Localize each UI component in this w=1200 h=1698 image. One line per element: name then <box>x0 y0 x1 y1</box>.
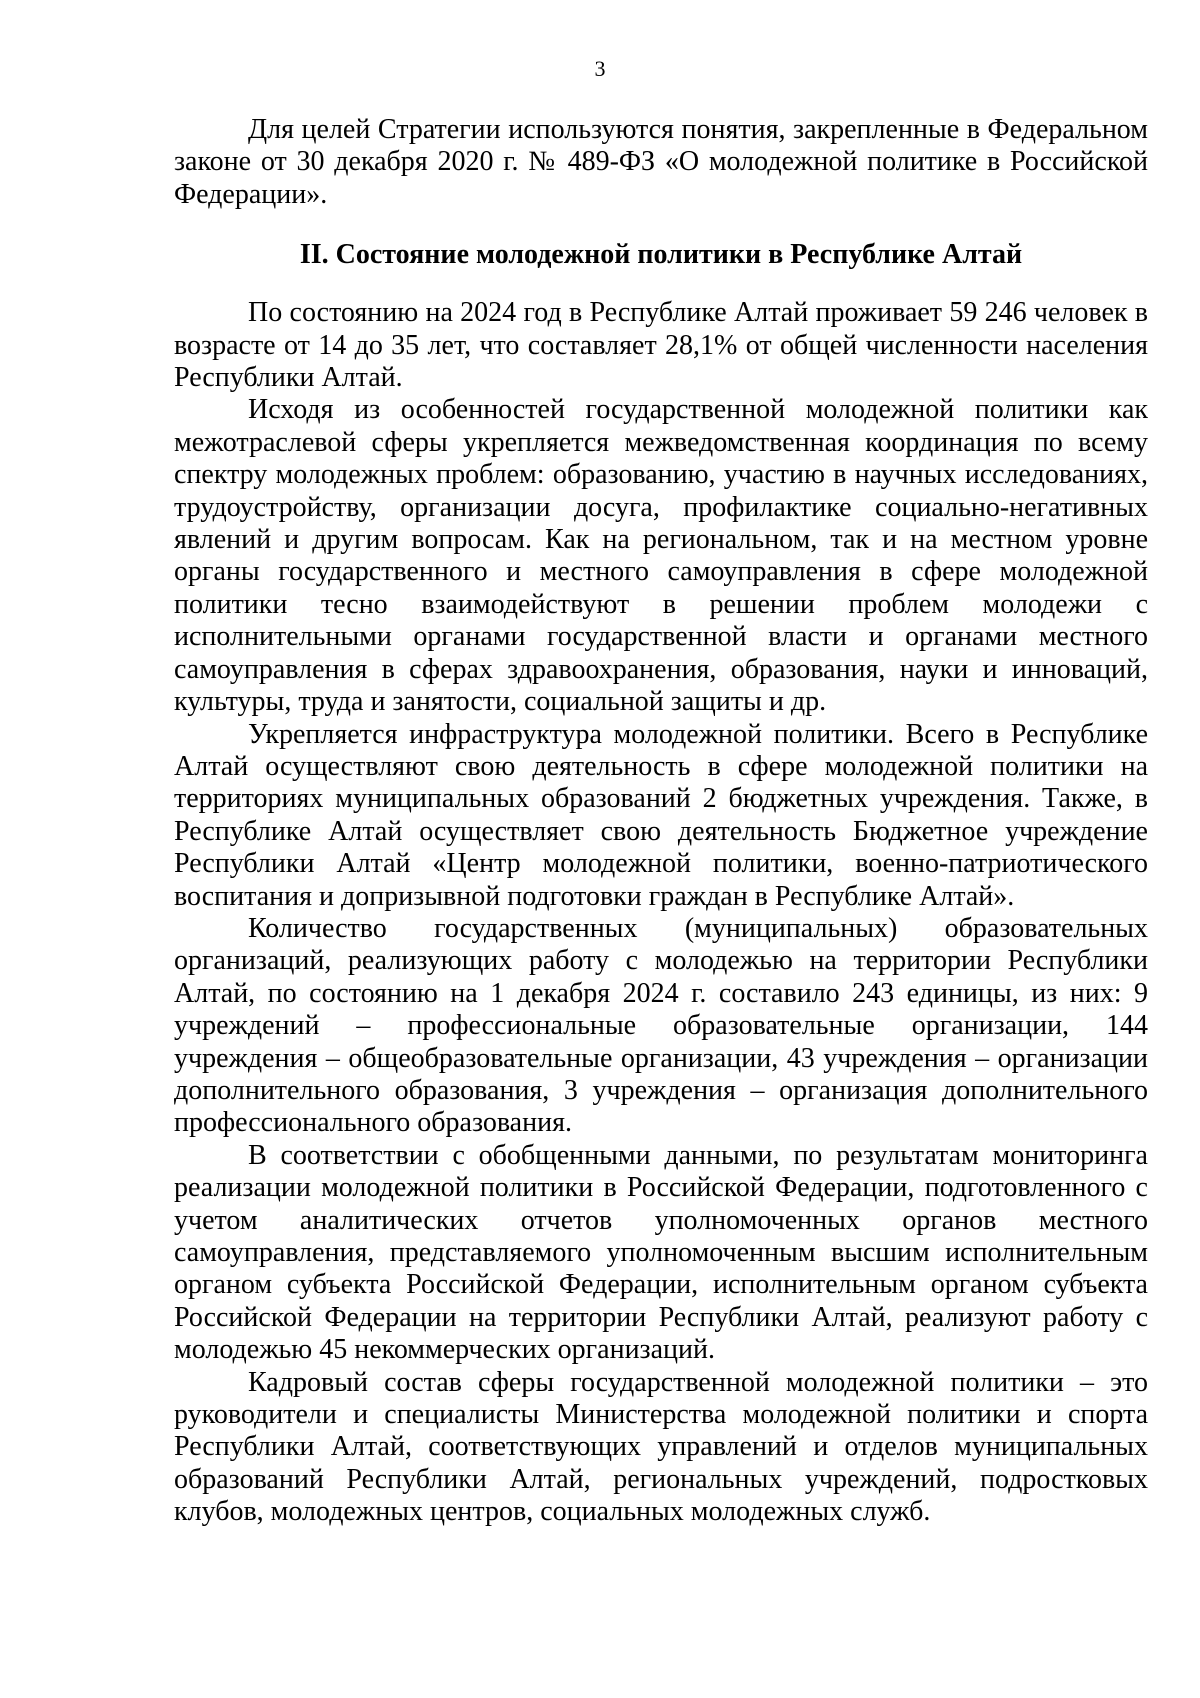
document-body <box>174 114 1148 1529</box>
paragraph-monitoring: В соответствии с обобщенными данными, по результатам мониторинга реализации молодежной политики в Российской Федерации, подготовленного с учетом аналитических отчетов уполномоченных органов местного самоуправления, представляемого уполномоченным высшим исполнительным органом субъекта Российской Федерации, исполнительным органом субъекта Российской Федерации на территории Республики Алтай, реализуют работу с молодежью 45 некоммерческих организаций. <box>174 1139 1148 1366</box>
paragraph-population: По состоянию на 2024 год в Республике Алтай проживает 59 246 человек в возрасте от 14 до 35 лет, что составляет 28,1% от общей численности населения Республики Алтай. <box>174 297 1148 394</box>
section-heading: II. Состояние молодежной политики в Республике Алтай <box>299 239 1023 271</box>
paragraph-organizations-count: Количество государственных (муниципальных) образовательных организаций, реализующих работу с молодежью на территории Республики Алтай, по состоянию на 1 декабря 2024 г. составило 243 единицы, из них: 9 учреждений – профессиональные образовательные организации, 144 учреждения – общеобразовательные организации, 43 учреждения – организации дополнительного образования, 3 учреждения – организация дополнительного профессионального образования. <box>174 912 1148 1139</box>
paragraph-infrastructure: Укрепляется инфраструктура молодежной политики. Всего в Республике Алтай осуществляют свою деятельность в сфере молодежной политики на территориях муниципальных образований 2 бюджетных учреждения. Также, в Республике Алтай осуществляет свою деятельность Бюджетное учреждение Республики Алтай «Центр молодежной политики, военно-патриотического воспитания и допризывной подготовки граждан в Республике Алтай». <box>174 718 1148 912</box>
page-number: 3 <box>594 56 606 81</box>
paragraph-coordination: Исходя из особенностей государственной молодежной политики как межотраслевой сферы укрепляется межведомственная координация по всему спектру молодежных проблем: образованию, участию в научных исследованиях, трудоустройству, организации досуга, профилактике социально-негативных явлений и другим вопросам. Как на региональном, так и на местном уровне органы государственного и местного самоуправления в сфере молодежной политики тесно взаимодействуют в решении проблем молодежи с исполнительными органами государственной власти и органами местного самоуправления в сферах здравоохранения, образования, науки и инноваций, культуры, труда и занятости, социальной защиты и др. <box>174 394 1148 718</box>
intro-paragraph: Для целей Стратегии используются понятия, закрепленные в Федеральном законе от 30 декабря 2020 г. № 489-ФЗ «О молодежной политике в Российской Федерации». <box>174 114 1148 210</box>
paragraph-staff: Кадровый состав сферы государственной молодежной политики – это руководители и специалисты Министерства молодежной политики и спорта Республики Алтай, соответствующих управлений и отделов муниципальных образований Республики Алтай, региональных учреждений, подростковых клубов, молодежных центров, социальных молодежных служб. <box>174 1366 1148 1528</box>
